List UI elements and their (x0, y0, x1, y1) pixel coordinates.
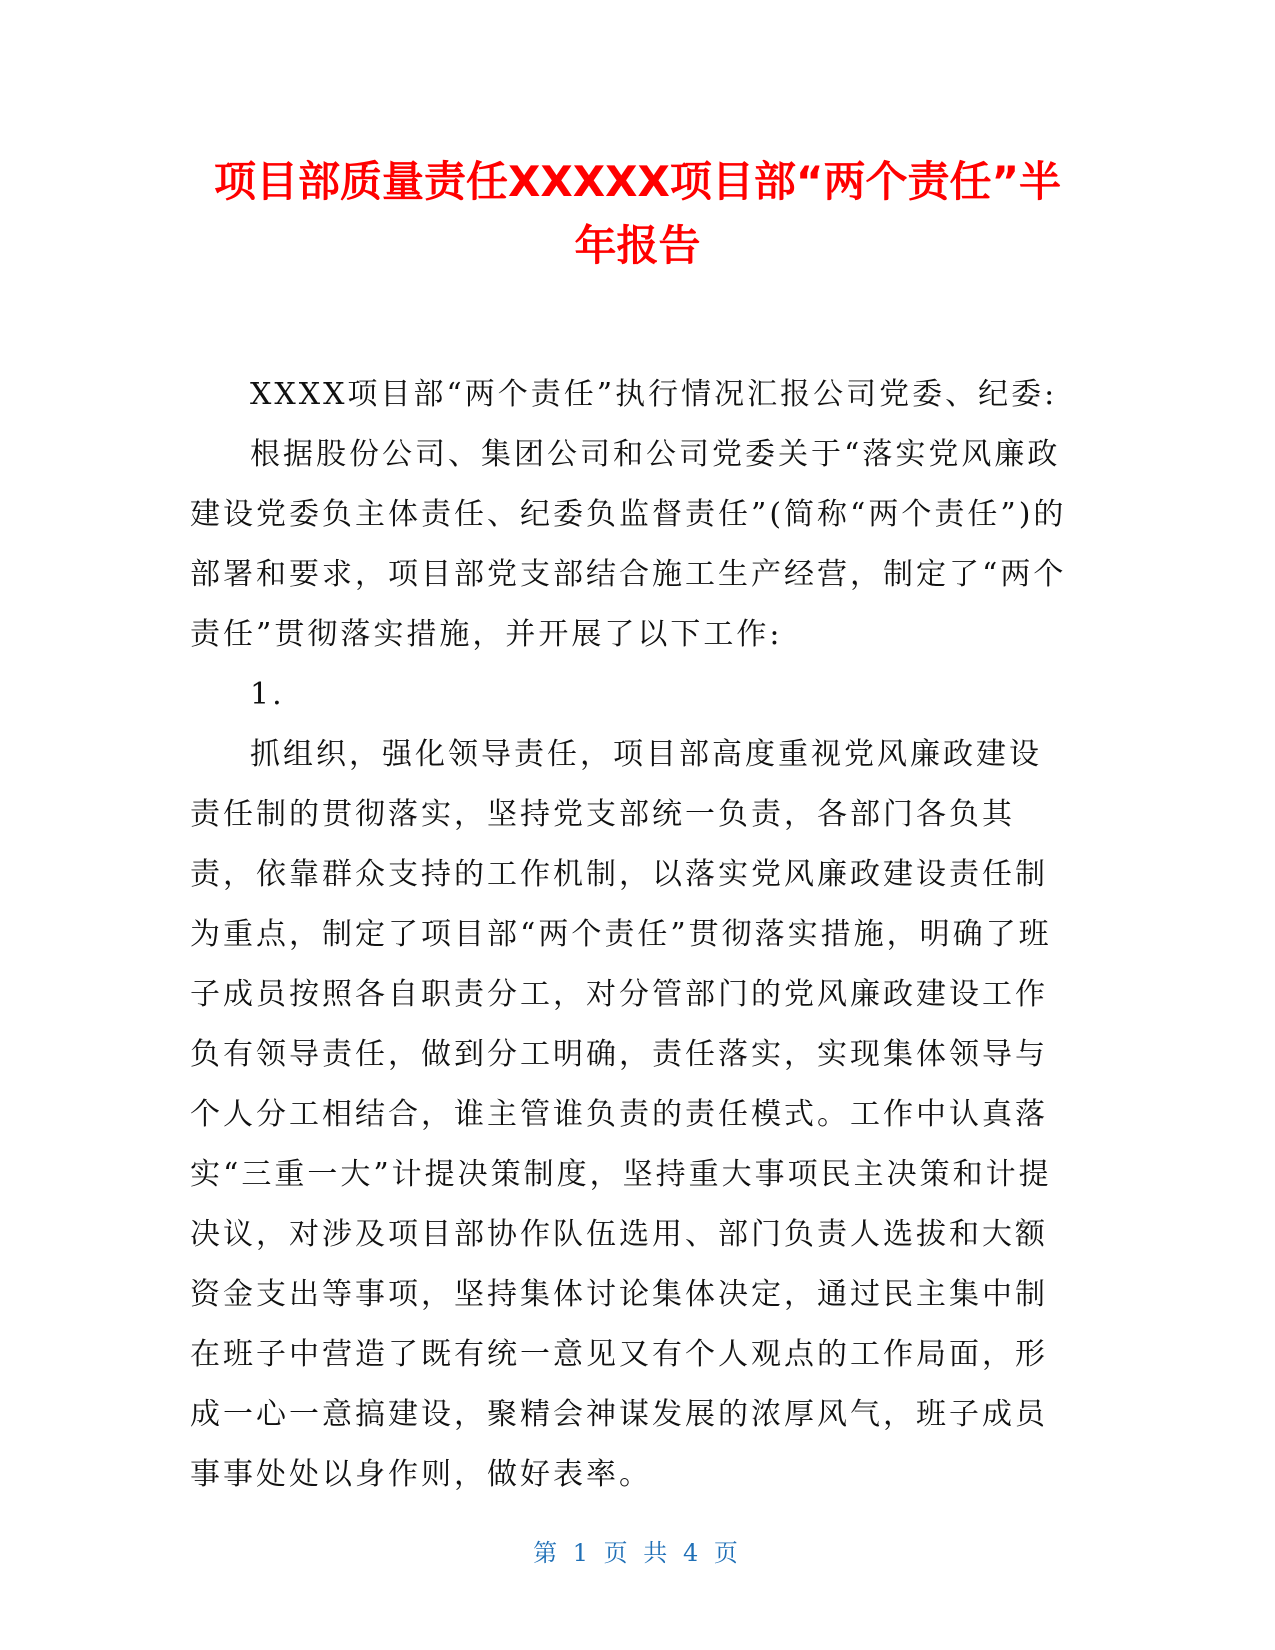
title-line-1: 项目部质量责任XXXXX项目部“两个责任”半 (213, 157, 1062, 206)
title-line-2: 年报告 (574, 221, 701, 270)
paragraph-item-1: 抓组织，强化领导责任，项目部高度重视党风廉政建设责任制的贯彻落实，坚持党支部统一负责，各部门各负其责，依靠群众支持的工作机制，以落实党风廉政建设责任制为重点，制定了项目部“两个责任”贯彻落实措施，明确了班子成员按照各自职责分工，对分管部门的党风廉政建设工作负有领导责任，做到分工明确，责任落实，实现集体领导与个人分工相结合，谁主管谁负责的责任模式。工作中认真落实“三重一大”计提决策制度，坚持重大事项民主决策和计提决议，对涉及项目部协作队伍选用、部门负责人选拔和大额资金支出等事项，坚持集体讨论集体决定，通过民主集中制在班子中营造了既有统一意见又有个人观点的工作局面，形成一心一意搞建设，聚精会神谋发展的浓厚风气，班子成员事事处处以身作则，做好表率。 (190, 737, 1052, 1492)
paragraph-salutation: XXXX项目部“两个责任”执行情况汇报公司党委、纪委: (250, 377, 1058, 412)
document-body (190, 365, 1070, 1505)
paragraph-item-number: 1. (250, 677, 285, 712)
page-footer: 第 1 页 共 4 页 (533, 1539, 742, 1567)
document-title (150, 150, 1125, 278)
paragraph-intro: 根据股份公司、集团公司和公司党委关于“落实党风廉政建设党委负主体责任、纪委负监督责任”(简称“两个责任”)的部署和要求，项目部党支部结合施工生产经营，制定了“两个责任”贯彻落实措施，并开展了以下工作: (190, 437, 1067, 652)
